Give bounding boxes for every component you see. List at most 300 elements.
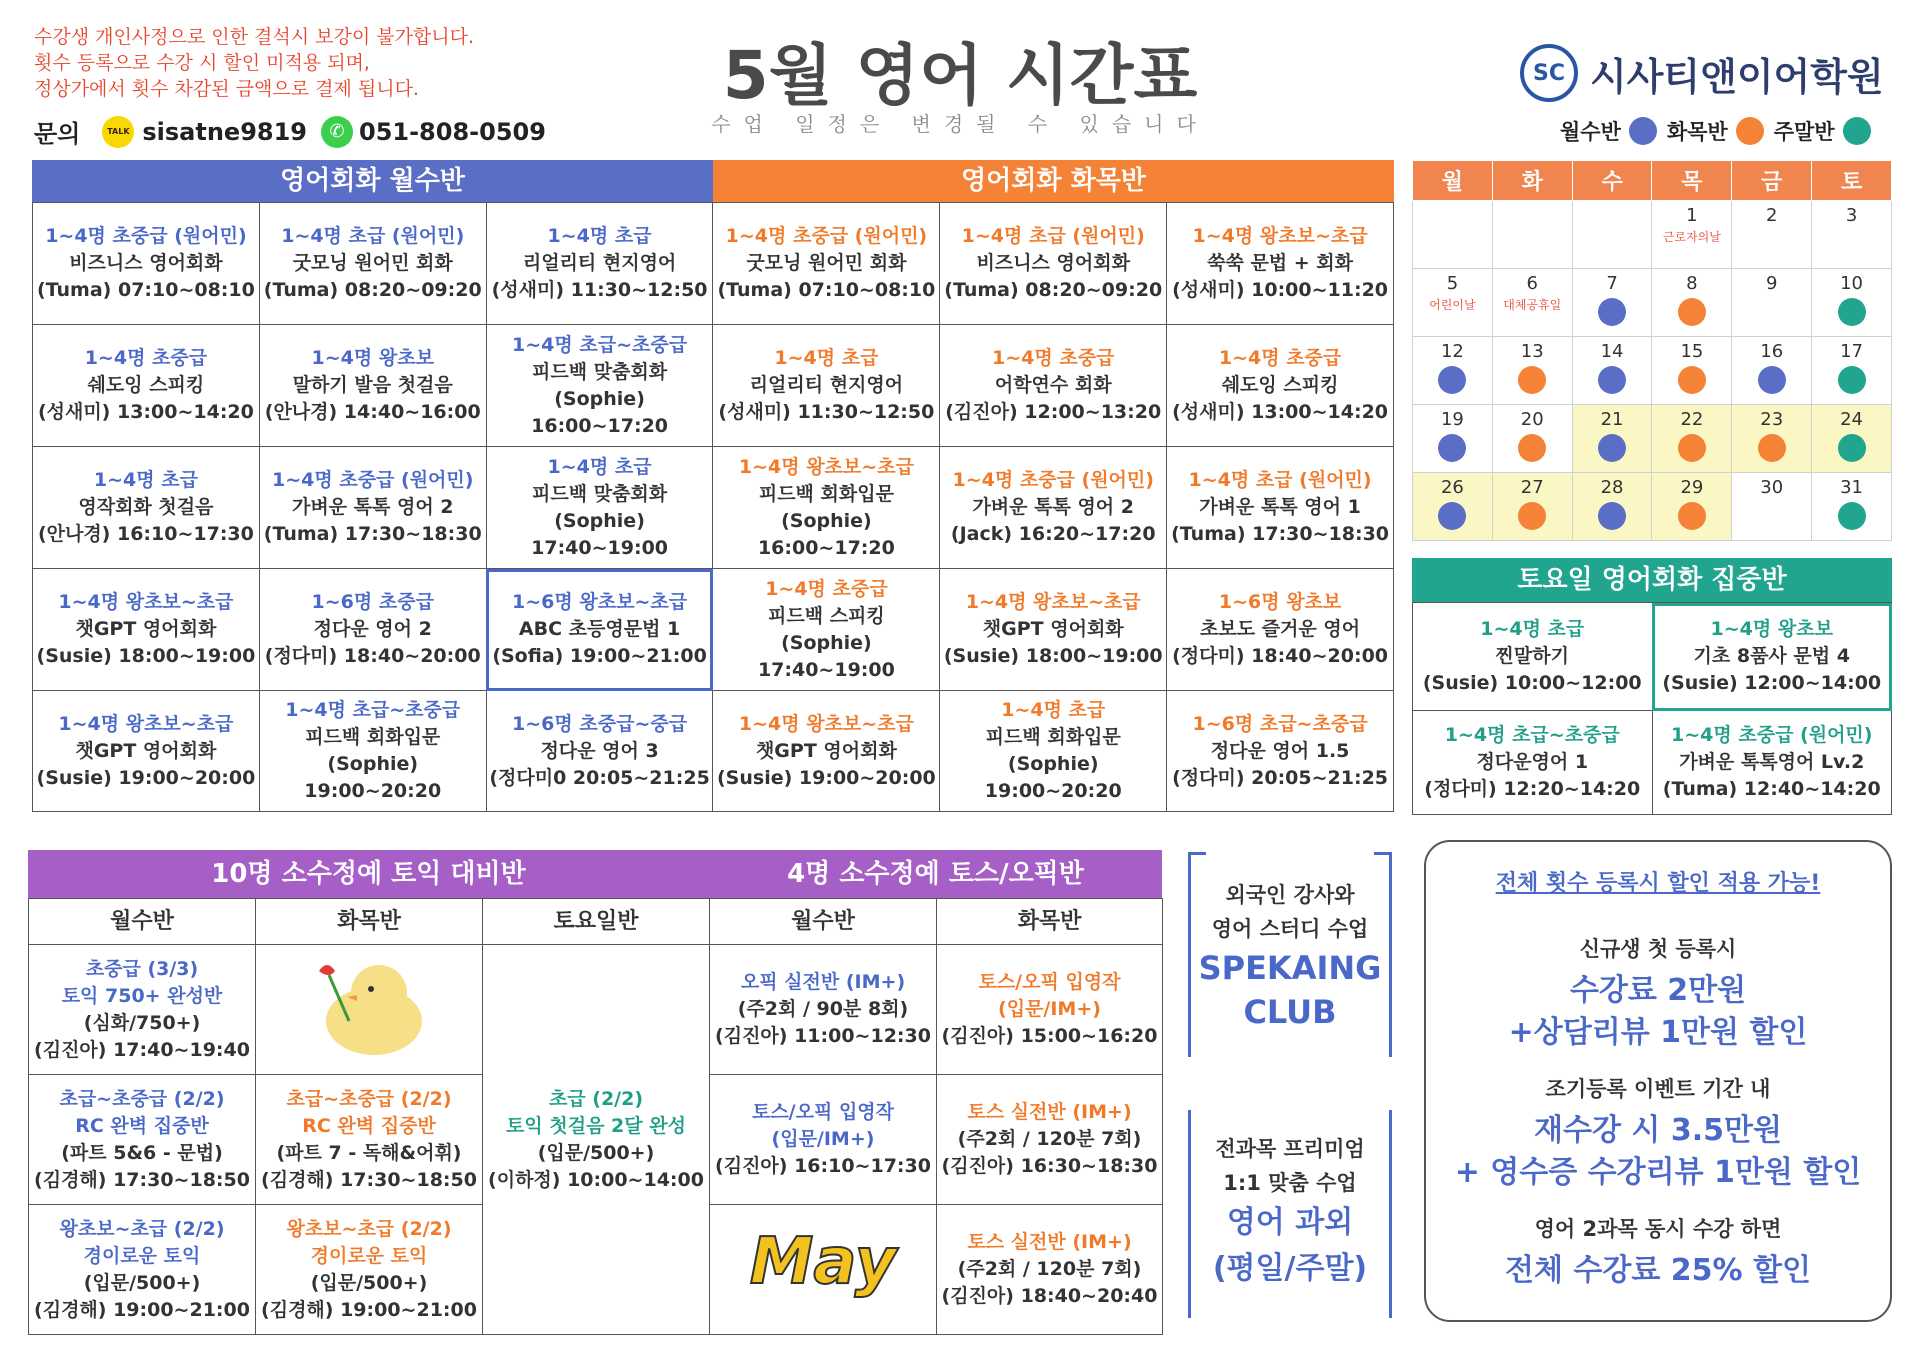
calendar-date: 2 <box>1766 205 1778 226</box>
column-header: 토요일반 <box>483 899 710 945</box>
calendar-day <box>1413 201 1493 269</box>
holiday-label: 대체공휴일 <box>1503 298 1562 312</box>
class-info: (Sophie) 17:40~19:00 <box>757 631 895 681</box>
calendar-date: 31 <box>1840 477 1864 498</box>
class-info: (성새미) 13:00~14:20 <box>1172 401 1389 423</box>
class-info: (정다미) 12:20~14:20 <box>1424 778 1641 800</box>
calendar-date: 9 <box>1766 273 1778 294</box>
class-level: 1~4명 초급~초중급 <box>512 333 688 356</box>
holiday-label: 어린이날 <box>1429 298 1476 312</box>
class-cell <box>29 1075 256 1205</box>
class-level: 1~4명 초급 (원어민) <box>1188 469 1372 491</box>
class-info: (Sophie) 17:40~19:00 <box>531 509 669 559</box>
class-info: (Sophie) 19:00~20:20 <box>304 753 442 802</box>
calendar-date: 10 <box>1840 273 1864 294</box>
class-info: (성새미) 13:00~14:20 <box>37 401 254 423</box>
class-info: 영작회화 첫걸음 <box>78 496 214 518</box>
class-cell <box>1167 325 1394 447</box>
calendar-day <box>1732 201 1812 269</box>
class-level: 토스/오픽 입영작 <box>751 1101 895 1123</box>
calendar-date: 19 <box>1440 409 1464 430</box>
class-info: 쉐도잉 스피킹 <box>1221 374 1339 396</box>
class-info: 경이로운 토익 <box>83 1244 201 1267</box>
class-level: 초급~초중급 (2/2) <box>286 1087 452 1110</box>
class-info: 정다운 영어 2 <box>313 618 432 640</box>
class-dot-orange <box>1758 434 1786 462</box>
calendar-day <box>1812 201 1892 269</box>
class-info: (정다미) 18:40~20:00 <box>264 645 481 667</box>
class-info: (김진아) 16:30~18:30 <box>941 1155 1158 1177</box>
kakao-icon: TALK <box>102 116 134 148</box>
calendar-day <box>1732 405 1812 473</box>
promo-line: 조기등록 이벤트 기간 내 <box>1545 1077 1771 1101</box>
class-level: 초급 (2/2) <box>548 1087 644 1110</box>
class-info: (Sophie) 16:00~17:20 <box>757 509 895 559</box>
class-info: 챗GPT 영어회화 <box>75 739 217 762</box>
class-info: 가벼운 톡톡 영어 2 <box>291 496 454 518</box>
class-info: 가벼운 톡톡 영어 2 <box>972 496 1134 518</box>
calendar-day <box>1492 337 1572 405</box>
class-cell <box>483 945 710 1335</box>
class-level: 토스 실전반 (IM+) <box>967 1101 1132 1123</box>
class-cell <box>33 447 260 569</box>
calendar-date: 1 <box>1686 205 1698 226</box>
class-cell <box>937 1205 1163 1335</box>
column-header: 화목반 <box>256 899 483 945</box>
class-info: (주2회 / 120분 7회) <box>957 1258 1142 1280</box>
calendar-day <box>1652 473 1732 541</box>
class-cell <box>940 691 1167 812</box>
class-dot-blue <box>1438 502 1466 530</box>
class-info: 경이로운 토익 <box>310 1244 428 1267</box>
calendar-day <box>1492 269 1572 337</box>
class-level: 1~4명 초중급 <box>84 347 208 369</box>
calendar-day <box>1652 405 1732 473</box>
class-info: (김경해) 17:30~18:50 <box>261 1168 477 1191</box>
class-dot-blue <box>1438 434 1466 462</box>
class-info: 비즈니스 영어회화 <box>976 252 1130 274</box>
promo-highlight: 수강료 2만원 <box>1569 973 1747 1008</box>
premium-line: 1:1 맞춤 수업 <box>1223 1171 1357 1195</box>
class-dot-blue <box>1438 366 1466 394</box>
class-cell <box>937 945 1163 1075</box>
calendar-day-header: 금 <box>1732 161 1812 201</box>
toss-header: 4명 소수정예 토스/오픽반 <box>709 850 1162 898</box>
class-level: 토스 실전반 (IM+) <box>967 1231 1132 1253</box>
class-info: (김진아) 18:40~20:40 <box>941 1285 1158 1307</box>
class-level: 1~6명 왕초보~초급 <box>512 591 688 613</box>
class-level: 토스/오픽 입영작 <box>978 971 1121 993</box>
calendar-day-header: 목 <box>1652 161 1732 201</box>
class-level: 1~4명 왕초보~초급 <box>738 455 914 478</box>
calendar-date: 15 <box>1680 341 1704 362</box>
class-cell <box>1167 447 1394 569</box>
class-dot-orange <box>1678 434 1706 462</box>
club-line: 외국인 강사와 <box>1225 883 1355 907</box>
brand-name: 시사티앤이어학원 <box>1590 54 1884 99</box>
legend-dot-orange <box>1736 117 1764 145</box>
column-header: 화목반 <box>937 899 1163 945</box>
calendar-day <box>1413 473 1493 541</box>
speaking-club-box <box>1188 852 1392 1057</box>
class-info: (김진아) 11:00~12:30 <box>715 1025 931 1047</box>
class-info: ABC 초등영문법 1 <box>518 618 681 640</box>
class-info: (이하정) 10:00~14:00 <box>488 1168 704 1191</box>
calendar-date: 5 <box>1446 273 1459 294</box>
class-info: (Susie) 19:00~20:00 <box>36 766 256 789</box>
phone-icon: ✆ <box>321 116 353 148</box>
class-level: 1~6명 초중급 <box>311 591 434 613</box>
notice-line: 수강생 개인사정으로 인한 결석시 보강이 불가합니다. <box>34 26 475 48</box>
class-cell <box>33 691 260 812</box>
class-level: 1~4명 초급 <box>547 455 652 478</box>
class-info: (Tuma) 08:20~09:20 <box>263 279 482 301</box>
class-level: 1~4명 초급 (원어민) <box>961 225 1145 247</box>
class-info: 기초 8품사 문법 4 <box>1693 645 1850 667</box>
class-info: (심화/750+) <box>83 1011 201 1034</box>
table-row <box>29 899 1163 945</box>
class-cell <box>940 569 1167 691</box>
class-info: (김경해) 17:30~18:50 <box>34 1168 250 1191</box>
class-info: (성새미) 10:00~11:20 <box>1172 279 1389 301</box>
class-level: 1~4명 초급 <box>93 469 198 491</box>
calendar-week <box>1413 473 1892 541</box>
class-info: 정다운영어 1 <box>1476 751 1589 773</box>
calendar-day <box>1413 405 1493 473</box>
class-info: (파트 7 - 독해&어휘) <box>276 1141 462 1164</box>
class-level: 1~4명 왕초보~초급 <box>738 712 914 735</box>
calendar-week <box>1413 337 1892 405</box>
notice-line: 횟수 등록으로 수강 시 할인 미적용 되며, <box>34 52 370 74</box>
class-info: (주2회 / 120분 7회) <box>957 1128 1142 1150</box>
class-cell <box>940 203 1167 325</box>
class-info: 가벼운 톡톡 영어 1 <box>1199 496 1361 518</box>
calendar-day <box>1732 337 1812 405</box>
class-level: 1~4명 초중급 (원어민) <box>272 469 474 491</box>
class-info: 쉐도잉 스피킹 <box>87 374 205 396</box>
calendar-day <box>1812 473 1892 541</box>
conv-table <box>32 202 1394 812</box>
calendar-day <box>1413 269 1493 337</box>
class-dot-orange <box>1518 366 1546 394</box>
class-level: 1~4명 왕초보 <box>311 347 434 369</box>
class-dot-orange <box>1678 366 1706 394</box>
calendar-day <box>1413 337 1493 405</box>
class-cell <box>33 203 260 325</box>
class-cell <box>486 325 713 447</box>
class-cell <box>713 325 940 447</box>
calendar-day <box>1652 201 1732 269</box>
class-info: (안나경) 16:10~17:30 <box>37 523 254 545</box>
class-info: 챗GPT 영어회화 <box>755 739 897 762</box>
calendar-day <box>1572 405 1652 473</box>
class-info: (안나경) 14:40~16:00 <box>264 401 481 423</box>
calendar-date: 14 <box>1600 341 1624 362</box>
calendar-day-header: 월 <box>1413 161 1493 201</box>
class-info: (Jack) 16:20~17:20 <box>950 523 1156 545</box>
class-level: 1~4명 초중급 (원어민) <box>45 225 247 247</box>
calendar <box>1412 160 1892 541</box>
promo-box <box>1424 840 1892 1322</box>
class-info: (김경해) 19:00~21:00 <box>261 1298 477 1321</box>
may-text: May <box>749 1224 897 1299</box>
calendar-date: 23 <box>1760 409 1784 430</box>
legend-label: 주말반 <box>1773 120 1835 144</box>
toeic-toss-table <box>28 898 1163 1335</box>
class-level: 1~4명 초급 <box>1001 699 1106 721</box>
legend-dot-blue <box>1629 117 1657 145</box>
legend <box>1560 116 1871 146</box>
legend-label: 화목반 <box>1666 120 1728 144</box>
class-info: 말하기 발음 첫걸음 <box>292 374 453 396</box>
promo-highlight: 재수강 시 3.5만원 <box>1534 1113 1782 1148</box>
chick-illustration <box>256 945 483 1075</box>
class-dot-orange <box>1678 298 1706 326</box>
class-info: (Tuma) 08:20~09:20 <box>944 279 1163 301</box>
toeic-header: 10명 소수정예 토익 대비반 <box>28 850 709 898</box>
class-cell <box>486 569 713 691</box>
class-info: (성새미) 11:30~12:50 <box>491 279 708 301</box>
calendar-week <box>1413 201 1892 269</box>
class-info: (김경해) 19:00~21:00 <box>34 1298 250 1321</box>
brand <box>1520 44 1884 102</box>
calendar-day <box>1572 337 1652 405</box>
table-row <box>29 945 1163 1075</box>
premium-title: 영어 과외 <box>1226 1205 1354 1240</box>
calendar-day <box>1652 269 1732 337</box>
class-info: (입문/500+) <box>83 1271 201 1294</box>
class-dot-teal <box>1838 298 1866 326</box>
class-dot-orange <box>1678 502 1706 530</box>
class-info: (Susie) 10:00~12:00 <box>1422 672 1642 694</box>
club-line: 영어 스터디 수업 <box>1211 917 1369 941</box>
calendar-date: 8 <box>1686 273 1698 294</box>
calendar-day <box>1652 337 1732 405</box>
page-subtitle: 수업 일정은 변경될 수 있습니다 <box>711 112 1209 136</box>
class-level: 왕초보~초급 (2/2) <box>59 1217 225 1240</box>
calendar-day <box>1492 405 1572 473</box>
class-level: 왕초보~초급 (2/2) <box>286 1217 452 1240</box>
class-level: 초중급 (3/3) <box>85 957 199 980</box>
calendar-day-header: 수 <box>1572 161 1652 201</box>
calendar-date: 13 <box>1520 341 1544 362</box>
class-level: 1~4명 초급 <box>774 347 879 369</box>
class-info: (입문/500+) <box>310 1271 428 1294</box>
calendar-day-header: 화 <box>1492 161 1572 201</box>
class-info: (Tuma) 17:30~18:30 <box>1171 523 1390 545</box>
conv-tt-header: 영어회화 화목반 <box>713 160 1394 202</box>
calendar-day <box>1572 201 1652 269</box>
conv-mw-header: 영어회화 월수반 <box>32 160 713 202</box>
class-info: (Susie) 18:00~19:00 <box>943 645 1163 667</box>
premium-title: (평일/주말) <box>1212 1251 1368 1286</box>
class-info: (입문/500+) <box>537 1141 655 1164</box>
class-level: 1~4명 왕초보~초급 <box>1192 225 1368 247</box>
table-row <box>33 447 1394 569</box>
class-info: 가벼운 톡톡영어 Lv.2 <box>1679 751 1865 773</box>
calendar-date: 30 <box>1760 477 1784 498</box>
class-info: (성새미) 11:30~12:50 <box>718 401 935 423</box>
class-cell <box>256 1205 483 1335</box>
class-info: 피드백 스피킹 <box>768 604 885 627</box>
class-info: RC 완벽 집중반 <box>75 1114 209 1137</box>
class-level: 1~4명 왕초보~초급 <box>58 591 234 613</box>
brand-logo-icon: SC <box>1520 44 1578 102</box>
calendar-day <box>1812 269 1892 337</box>
saturday-table <box>1412 602 1892 815</box>
class-cell <box>1167 691 1394 812</box>
table-row <box>33 325 1394 447</box>
class-info: 피드백 회화입문 <box>985 726 1121 748</box>
calendar-week <box>1413 269 1892 337</box>
calendar-day <box>1732 473 1812 541</box>
class-info: 굿모닝 원어민 회화 <box>292 252 453 274</box>
class-info: 챗GPT 영어회화 <box>75 618 217 640</box>
class-level: 오픽 실전반 (IM+) <box>740 971 906 993</box>
class-info: 피드백 회화입문 <box>305 726 441 748</box>
class-info: 챗GPT 영어회화 <box>982 618 1124 640</box>
class-level: 1~4명 초중급 (원어민) <box>1671 724 1873 746</box>
table-row <box>33 203 1394 325</box>
class-cell <box>710 945 937 1075</box>
class-info: 토익 750+ 완성반 <box>61 984 223 1007</box>
class-info: (정다미) 20:05~21:25 <box>1172 766 1389 789</box>
class-info: (정다미) 18:40~20:00 <box>1172 645 1389 667</box>
calendar-date: 26 <box>1440 477 1464 498</box>
calendar-date: 29 <box>1680 477 1704 498</box>
class-cell <box>486 203 713 325</box>
page-title: 5월 영어 시간표 <box>722 37 1198 114</box>
class-level: 1~4명 초급 <box>547 225 652 247</box>
table-row <box>33 569 1394 691</box>
class-info: 비즈니스 영어회화 <box>69 252 223 274</box>
class-level: 1~4명 초중급 <box>1218 347 1342 369</box>
class-cell <box>1652 711 1892 815</box>
class-info: RC 완벽 집중반 <box>302 1114 436 1137</box>
class-cell <box>29 1205 256 1335</box>
calendar-date: 16 <box>1760 341 1784 362</box>
column-header: 월수반 <box>29 899 256 945</box>
table-row <box>33 691 1394 812</box>
class-dot-blue <box>1598 434 1626 462</box>
class-dot-orange <box>1518 502 1546 530</box>
club-title: CLUB <box>1243 993 1337 1031</box>
class-info: (Susie) 12:00~14:00 <box>1662 672 1882 694</box>
class-level: 1~4명 초중급 (원어민) <box>725 225 928 247</box>
class-cell <box>259 691 486 812</box>
legend-dot-teal <box>1843 117 1871 145</box>
calendar-day <box>1732 269 1812 337</box>
calendar-week <box>1413 405 1892 473</box>
class-dot-blue <box>1598 502 1626 530</box>
class-info: (주2회 / 90분 8회) <box>737 998 909 1020</box>
class-info: (Susie) 19:00~20:00 <box>717 766 936 789</box>
class-cell <box>1167 569 1394 691</box>
class-level: 1~6명 초급~초중급 <box>1192 712 1368 735</box>
notice <box>34 24 474 102</box>
class-info: (Sofia) 19:00~21:00 <box>492 645 707 667</box>
calendar-day <box>1572 473 1652 541</box>
class-cell <box>256 1075 483 1205</box>
kakao-id[interactable]: sisatne9819 <box>142 117 307 146</box>
class-cell <box>713 203 940 325</box>
promo-highlight: 전체 수강료 25% 할인 <box>1505 1253 1811 1288</box>
class-level: 1~4명 초중급 (원어민) <box>952 469 1154 491</box>
class-info: 정다운 영어 3 <box>540 739 659 762</box>
class-level: 1~6명 왕초보 <box>1218 591 1342 613</box>
class-info: (김진아) 16:10~17:30 <box>715 1155 931 1177</box>
class-level: 1~4명 초급 (원어민) <box>281 225 465 247</box>
class-info: (김진아) 15:00~16:20 <box>941 1025 1158 1047</box>
legend-label: 월수반 <box>1560 120 1621 144</box>
calendar-date: 6 <box>1526 273 1538 294</box>
chick-icon <box>299 951 439 1061</box>
class-info: 피드백 맞춤회화 <box>532 482 668 505</box>
promo-link[interactable]: 전체 횟수 등록시 할인 적용 가능! <box>1495 871 1821 896</box>
promo-line: 영어 2과목 동시 수강 하면 <box>1534 1217 1782 1241</box>
class-info: 피드백 맞춤회화 <box>532 360 668 383</box>
phone-number[interactable]: 051-808-0509 <box>359 117 546 146</box>
club-title: SPEKAING <box>1198 949 1382 987</box>
class-info: (입문/IM+) <box>998 998 1101 1020</box>
class-cell <box>1413 711 1653 815</box>
class-cell <box>1167 203 1394 325</box>
calendar-day <box>1492 473 1572 541</box>
class-info: (Tuma) 17:30~18:30 <box>263 523 482 545</box>
calendar-day-header: 토 <box>1812 161 1892 201</box>
class-dot-teal <box>1838 502 1866 530</box>
table-row <box>1413 711 1892 815</box>
class-info: 어학연수 회화 <box>994 374 1112 396</box>
notice-line: 정상가에서 횟수 차감된 금액으로 결제 됩니다. <box>34 78 419 100</box>
class-level: 1~6명 초중급~중급 <box>512 712 688 735</box>
premium-box <box>1188 1110 1392 1318</box>
class-dot-teal <box>1838 366 1866 394</box>
class-level: 1~4명 왕초보~초급 <box>58 712 234 735</box>
class-cell <box>259 447 486 569</box>
class-cell <box>713 569 940 691</box>
class-info: (김진아) 12:00~13:20 <box>945 401 1162 423</box>
class-info: (Sophie) 19:00~20:20 <box>984 753 1122 802</box>
class-dot-orange <box>1518 434 1546 462</box>
class-info: 토익 첫걸음 2달 완성 <box>506 1114 686 1137</box>
calendar-date: 7 <box>1606 273 1618 294</box>
contact-label: 문의 <box>34 120 81 148</box>
class-cell <box>259 569 486 691</box>
class-info: (정다미0 20:05~21:25 <box>489 766 710 789</box>
class-info: 정다운 영어 1.5 <box>1210 739 1350 762</box>
calendar-date: 12 <box>1440 341 1464 362</box>
class-dot-blue <box>1598 366 1626 394</box>
class-cell <box>259 203 486 325</box>
class-cell <box>940 447 1167 569</box>
class-info: 찐말하기 <box>1495 645 1569 667</box>
calendar-date: 3 <box>1845 205 1858 226</box>
holiday-label: 근로자의날 <box>1662 230 1721 244</box>
may-illustration <box>710 1205 937 1335</box>
class-level: 초급~초중급 (2/2) <box>59 1087 225 1110</box>
promo-highlight: +상담리뷰 1만원 할인 <box>1508 1015 1808 1050</box>
class-level: 1~4명 왕초보 <box>1710 618 1833 640</box>
class-cell <box>486 691 713 812</box>
class-cell <box>33 325 260 447</box>
class-info: (Tuma) 07:10~08:10 <box>36 279 255 301</box>
table-row <box>1413 603 1892 711</box>
class-level: 1~4명 초중급 <box>992 347 1115 369</box>
calendar-date: 17 <box>1840 341 1864 362</box>
class-level: 1~4명 초급 <box>1480 618 1585 640</box>
class-cell <box>713 691 940 812</box>
